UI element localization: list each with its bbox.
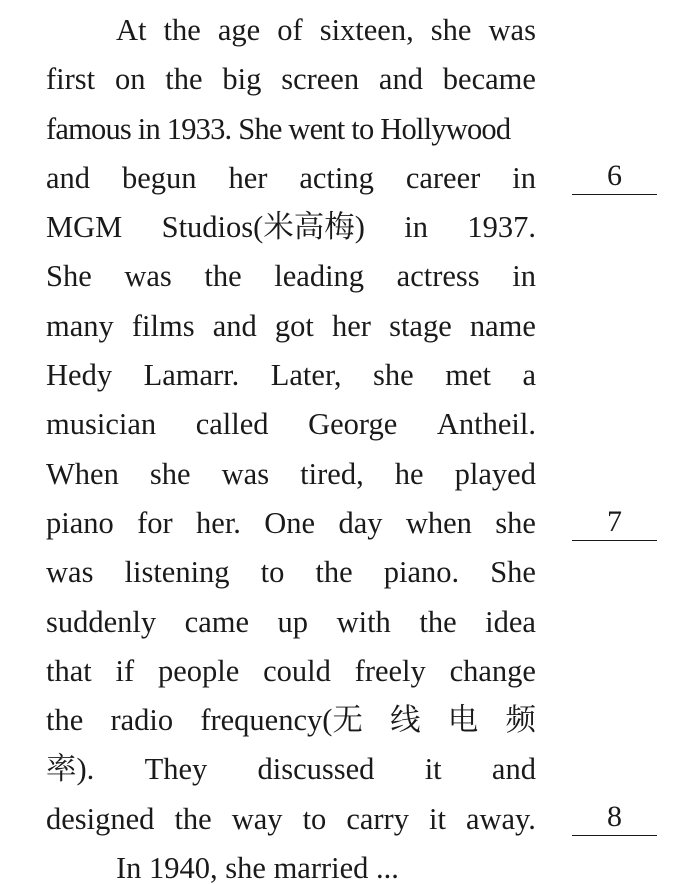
passage-line	[46, 745, 536, 794]
word: Later,	[270, 358, 342, 393]
word: They	[144, 752, 208, 787]
blank-number: 6	[607, 159, 622, 192]
word: idea	[485, 604, 536, 639]
word: her.	[196, 505, 241, 540]
word: her	[228, 160, 268, 195]
word: she	[149, 456, 191, 491]
word: freely	[354, 653, 426, 688]
word: Hedy	[46, 358, 113, 393]
passage-line	[46, 154, 536, 203]
word: came	[184, 604, 250, 639]
word: the	[163, 13, 201, 47]
word: people	[157, 653, 240, 688]
word: screen	[281, 62, 360, 97]
word: away.	[465, 801, 536, 836]
word: she	[430, 13, 472, 47]
word: She	[46, 259, 92, 294]
word: on	[114, 62, 146, 97]
word: frequency(无	[200, 703, 363, 738]
word: the	[165, 62, 203, 97]
word: it	[428, 801, 446, 836]
word: begun	[121, 160, 197, 195]
word: Lamarr.	[143, 358, 240, 393]
word: musician	[46, 407, 157, 442]
word: and	[212, 308, 257, 343]
word: was	[221, 456, 270, 491]
word: 线	[390, 703, 421, 738]
answer-blank-6[interactable]	[572, 158, 657, 195]
word: name	[469, 308, 536, 343]
passage-line	[46, 55, 536, 104]
word: and	[46, 160, 91, 195]
passage-line	[46, 647, 536, 696]
word: 频	[505, 703, 536, 738]
blank-number: 7	[607, 505, 622, 538]
word: became	[442, 62, 536, 97]
word: When	[46, 456, 119, 491]
word: was	[488, 13, 536, 47]
word: Studios(米高梅)	[161, 210, 365, 245]
word: big	[222, 62, 262, 97]
blank-number: 8	[607, 800, 622, 833]
word: actress	[396, 259, 480, 294]
passage-line	[46, 302, 536, 351]
word: sixteen,	[319, 13, 414, 47]
word: She	[490, 555, 536, 590]
word: with	[336, 604, 391, 639]
word: up	[277, 604, 309, 639]
answer-blank-8[interactable]	[572, 799, 657, 836]
word: piano	[46, 505, 114, 540]
word: leading	[274, 259, 365, 294]
word: piano.	[383, 555, 460, 590]
word: for	[137, 505, 173, 540]
word: suddenly	[46, 604, 157, 639]
passage-line	[46, 450, 536, 499]
word: was	[46, 555, 94, 590]
word: her	[332, 308, 371, 343]
word: At	[116, 13, 147, 47]
word: and	[378, 62, 423, 97]
word: day	[338, 505, 383, 540]
word: the	[174, 801, 212, 836]
word: Antheil.	[436, 407, 536, 442]
word: of	[277, 13, 303, 47]
word: famous in 1933. She went to Hollywood	[46, 111, 511, 146]
word: first	[46, 62, 96, 97]
word: 1937.	[467, 210, 536, 245]
word: carry	[346, 801, 409, 836]
word: 电	[447, 703, 479, 738]
word: many	[46, 308, 114, 343]
passage-line-cutoff	[46, 844, 536, 884]
passage-line	[46, 696, 536, 745]
word: to	[302, 801, 327, 836]
passage-line	[46, 548, 536, 597]
answer-blank-7[interactable]	[572, 504, 657, 541]
word: the	[315, 555, 353, 590]
word: and	[491, 752, 536, 787]
word: the	[419, 604, 457, 639]
word: tired,	[300, 456, 364, 491]
word: called	[195, 407, 269, 442]
passage-line	[46, 499, 536, 548]
word: the	[204, 259, 242, 294]
word: acting	[299, 160, 374, 195]
word: radio	[110, 703, 174, 738]
word: a	[522, 358, 536, 393]
word: way	[231, 801, 283, 836]
word: if	[115, 653, 135, 688]
word: played	[454, 456, 536, 491]
word: One	[264, 505, 316, 540]
word: films	[131, 308, 195, 343]
word: it	[424, 752, 442, 787]
word: got	[274, 308, 314, 343]
word: that	[46, 653, 92, 688]
word: MGM	[46, 210, 123, 245]
word: designed	[46, 801, 155, 836]
word: could	[263, 653, 331, 688]
word: in	[512, 259, 536, 294]
passage-line	[46, 598, 536, 647]
passage-line	[46, 105, 536, 154]
passage-line	[46, 795, 536, 844]
word: to	[260, 555, 285, 590]
word: change	[449, 653, 536, 688]
word: stage	[389, 308, 452, 343]
word: was	[124, 259, 172, 294]
word: when	[405, 505, 472, 540]
word: the	[46, 703, 84, 738]
word: in	[512, 160, 536, 195]
passage-line	[46, 400, 536, 449]
passage-text	[46, 6, 536, 884]
word: In 1940, she married ...	[116, 851, 399, 884]
word: she	[495, 505, 536, 540]
passage-line	[46, 203, 536, 252]
word: listening	[124, 555, 230, 590]
word: career	[405, 160, 481, 195]
word: George	[308, 407, 398, 442]
word: 率).	[46, 752, 95, 787]
word: discussed	[257, 752, 375, 787]
passage-line	[46, 351, 536, 400]
word: met	[445, 358, 491, 393]
passage-line	[46, 6, 536, 55]
word: he	[394, 456, 424, 491]
word: age	[217, 13, 261, 47]
word: she	[373, 358, 414, 393]
word: in	[404, 210, 429, 245]
passage-line	[46, 252, 536, 301]
